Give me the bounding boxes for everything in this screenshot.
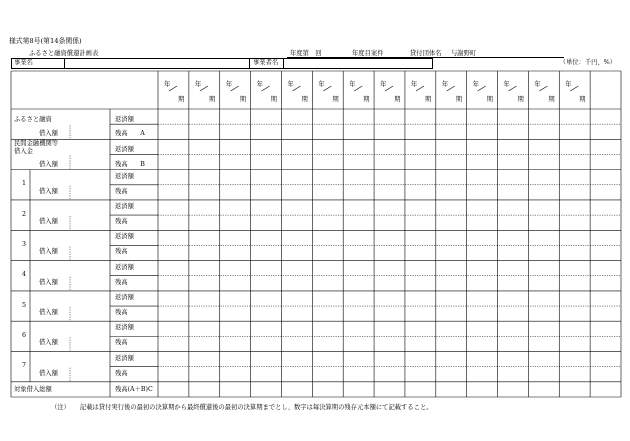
lender-borrowed-label: 借入額	[39, 218, 58, 226]
lender-number: 7	[22, 362, 27, 370]
period-term-label: 期	[455, 96, 463, 103]
period-term-label: 期	[332, 96, 339, 103]
period-term-label: 期	[517, 96, 524, 103]
period-year-label: 年	[194, 81, 202, 88]
lender-balance-label: 残高	[115, 309, 128, 317]
period-term-label: 期	[394, 96, 401, 103]
period-term-label: 期	[548, 96, 555, 103]
period-term-label: 期	[270, 96, 277, 103]
lender-borrowed-label: 借入額	[39, 187, 58, 195]
lender-borrowed-label: 借入額	[39, 369, 58, 377]
period-year-label: 年	[287, 81, 294, 88]
period-year-label: 年	[565, 81, 572, 88]
lender-balance-label: 残高	[115, 369, 128, 377]
unit-label: （単位：千円、%）	[559, 59, 616, 66]
period-year-label: 年	[349, 81, 356, 88]
lender-repayment-label: 返済額	[115, 233, 134, 241]
project-year-label: 年度目案件	[352, 50, 384, 57]
lender-repayment-label: 返済額	[115, 263, 134, 271]
lender-number: 2	[22, 210, 27, 218]
lender-balance-label: 残高	[115, 278, 128, 286]
total-balance-label: 残高(A＋B)C	[115, 386, 153, 393]
private-borrowed-label: 借入額	[39, 161, 58, 168]
lender-repayment-label: 返済額	[115, 324, 134, 332]
period-term-label: 期	[208, 96, 216, 103]
period-term-label: 期	[579, 96, 586, 103]
lender-balance-label: 残高	[115, 218, 128, 226]
operator-name-label: 事業者名	[253, 59, 279, 66]
lender-number: 1	[22, 180, 27, 188]
lender-balance-label: 残高	[115, 339, 128, 347]
period-year-label: 年	[472, 81, 479, 88]
lender-number: 5	[22, 301, 27, 309]
period-year-label: 年	[534, 81, 541, 88]
lender-repayment-label: 返済額	[115, 172, 134, 180]
period-year-label: 年	[256, 81, 263, 88]
period-term-label: 期	[178, 96, 185, 103]
lender-balance-label: 残高	[115, 187, 128, 195]
note-text: 記載は貸付実行後の最初の決算期から最終償還後の最初の決算期までとし、数字は毎決算期の残存元本額にて記載すること。	[79, 404, 433, 411]
lender-borrowed-label: 借入額	[39, 309, 58, 317]
lender-borrowed-label: 借入額	[39, 278, 58, 286]
lender-number: 3	[22, 240, 27, 248]
period-year-label: 年	[410, 81, 418, 88]
period-term-label: 期	[301, 96, 308, 103]
period-term-label: 期	[363, 96, 370, 103]
period-term-label: 期	[239, 96, 247, 103]
fiscal-year-label: 年度第 回	[290, 50, 322, 57]
period-year-label: 年	[225, 81, 233, 88]
note-label: （注）	[51, 404, 70, 411]
furusato-balance-label: 残高 A	[115, 130, 145, 137]
private-balance-label: 残高 B	[115, 161, 145, 168]
period-term-label: 期	[424, 96, 432, 103]
project-name-label: 事業名	[14, 59, 33, 66]
furusato-loan-label: ふるさと融資	[14, 116, 52, 123]
lender-balance-label: 残高	[115, 248, 128, 256]
furusato-borrowed-label: 借入額	[39, 130, 58, 137]
document-title: ふるさと融資償還計画表	[29, 50, 99, 57]
lender-repayment-label: 返済額	[115, 293, 134, 301]
private-repayment-label: 返済額	[115, 146, 134, 153]
lender-borrowed-label: 借入額	[39, 339, 58, 347]
private-loan-label-1: 民間金融機関等	[14, 140, 59, 147]
lender-label: 貸付団体名	[410, 50, 442, 57]
period-year-label: 年	[441, 81, 449, 88]
period-year-label: 年	[380, 81, 387, 88]
note	[51, 402, 433, 411]
total-borrowed-label: 対象借入総額	[14, 386, 52, 393]
lender-number: 4	[22, 271, 27, 279]
private-loan-label-2: 借入金	[14, 148, 33, 155]
lender-repayment-label: 返済額	[115, 354, 134, 362]
lender-name: 与謝野町	[451, 50, 477, 57]
form-number: 様式第8号(第14条関係)	[9, 37, 82, 45]
period-year-label: 年	[503, 81, 510, 88]
lender-number: 6	[22, 331, 27, 339]
period-year-label: 年	[164, 81, 171, 88]
lender-repayment-label: 返済額	[115, 202, 134, 210]
period-year-label: 年	[318, 81, 325, 88]
furusato-repayment-label: 返済額	[115, 116, 134, 123]
lender-borrowed-label: 借入額	[39, 248, 58, 256]
period-term-label: 期	[486, 96, 493, 103]
